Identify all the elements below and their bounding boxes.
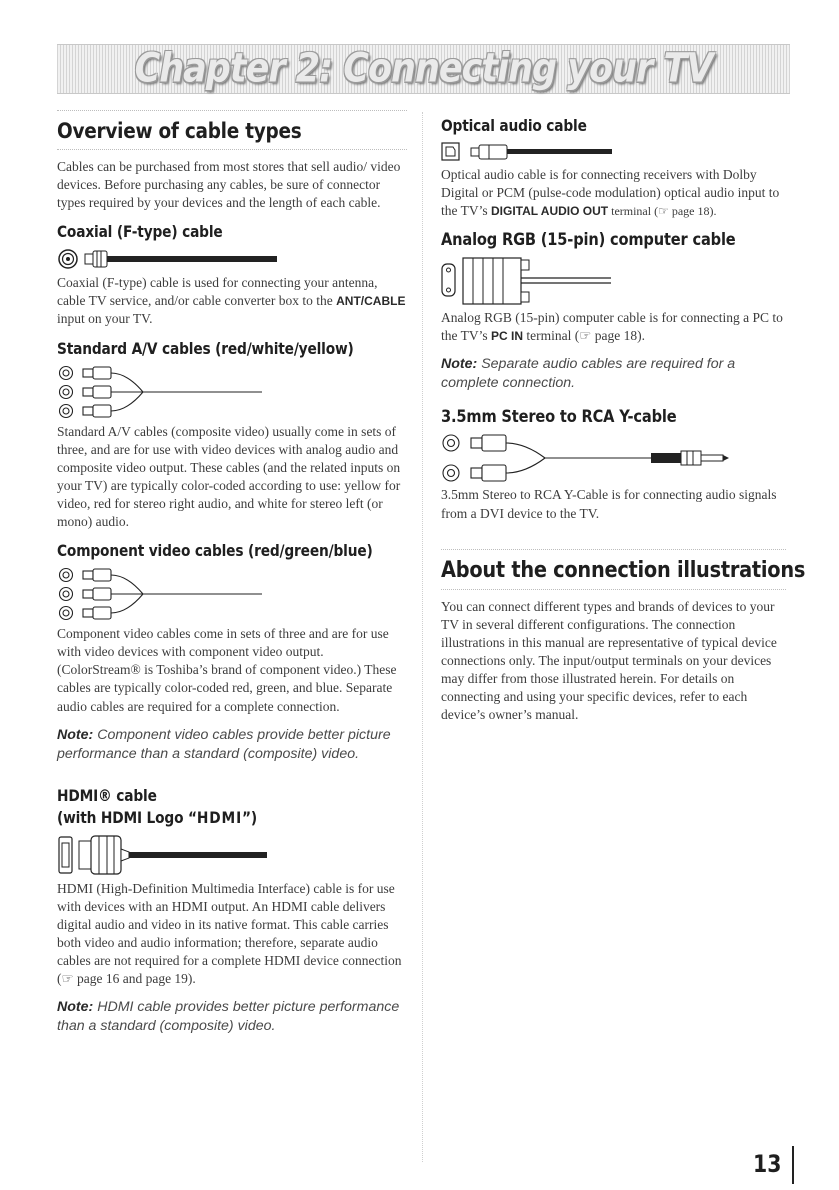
rgb-text-before: Analog RGB (15-pin) computer cable is for connecting a PC to the TV’s <box>441 310 783 344</box>
right-column <box>441 110 806 734</box>
component-note <box>57 726 407 764</box>
standard-av-description: Standard A/V cables (composite video) usually come in sets of three, and are for use with video devices with analog audio and composite video output. These cables (and the related inputs on your TV) are typically color-coded according to use: yellow for video, red for stereo right audio, and white for stereo left (or mono) audio. <box>57 423 401 530</box>
chapter-title: Chapter 2: Connecting your TV <box>134 46 713 92</box>
overview-heading: Overview of cable types <box>57 119 302 143</box>
note-label: Note: <box>441 356 478 373</box>
section-rule <box>441 589 786 590</box>
stereo-heading: 3.5mm Stereo to RCA Y-cable <box>441 407 677 428</box>
section-rule <box>441 549 786 550</box>
note-label: Note: <box>57 726 94 743</box>
hdmi-cable-icon <box>57 833 287 877</box>
optical-text-before: Optical audio cable is for connecting receivers with Dolby Digital or PCM (pulse-code modulation) optical audio input to the TV’s <box>441 167 780 219</box>
overview-intro: Cables can be purchased from most stores that sell audio/ video devices. Before purchasing any cables, be sure of connector types required by your devices and the length of each cable. <box>57 159 401 211</box>
hdmi-heading-prefix: (with HDMI Logo “ <box>57 807 197 827</box>
hdmi-logo: HDMI <box>196 807 243 827</box>
left-column <box>57 110 407 1058</box>
note-label: Note: <box>57 999 94 1016</box>
component-cable-icon <box>57 566 287 622</box>
coaxial-cable-icon <box>57 247 287 271</box>
rgb-text-after: terminal (☞ page 18). <box>523 328 645 344</box>
rgb-cable-icon <box>441 256 641 306</box>
hdmi-description: HDMI (High-Definition Multimedia Interface) cable is for use with devices with an HDMI output. An HDMI cable delivers digital audio and video in its native format. This cable carries both video and audio information; therefore, separate audio cables are not required for a complete HDMI device connection (☞ page 16 and page 19). <box>57 880 402 987</box>
stereo-description: 3.5mm Stereo to RCA Y-Cable is for connecting audio signals from a DVI device to the TV. <box>441 487 777 521</box>
coaxial-heading: Coaxial (F-type) cable <box>57 222 223 242</box>
hdmi-heading: HDMI® cable <box>57 785 157 805</box>
page-number: 13 <box>753 1150 782 1178</box>
rgb-description <box>441 309 786 345</box>
section-rule <box>57 110 407 111</box>
optical-text-after: terminal (☞ page 18). <box>608 204 717 219</box>
component-heading: Component video cables (red/green/blue) <box>57 541 373 561</box>
standard-av-heading: Standard A/V cables (red/white/yellow) <box>57 338 354 358</box>
hdmi-logo-heading <box>57 808 358 827</box>
page-number-bar <box>792 1146 794 1184</box>
section-rule <box>57 149 407 150</box>
ant-cable-keyword: ANT/CABLE <box>336 294 406 309</box>
optical-cable-icon <box>441 141 641 163</box>
standard-av-cable-icon <box>57 364 287 420</box>
digital-audio-out-keyword: DIGITAL AUDIO OUT <box>491 204 609 219</box>
coaxial-text-after: input on your TV. <box>57 311 153 327</box>
optical-heading: Optical audio cable <box>441 116 587 135</box>
rgb-note <box>441 355 786 393</box>
chapter-banner <box>57 44 790 94</box>
about-heading: About the connection illustrations <box>441 557 806 583</box>
coaxial-text-before: Coaxial (F-type) cable is used for connecting your antenna, cable TV service, and/or cable converter box to the <box>57 275 378 309</box>
hdmi-heading-suffix: ”) <box>242 807 258 827</box>
hdmi-note-text: HDMI cable provides better picture performance than a standard (composite) video. <box>57 999 400 1035</box>
stereo-y-cable-icon <box>441 433 761 483</box>
component-description: Component video cables come in sets of three and are for use with video devices with component video output. (ColorStream® is Toshiba’s brand of component video.) These cables are typically color-coded red, green, and blue. Separate audio cables are required for a complete connection. <box>57 626 397 714</box>
rgb-note-text: Separate audio cables are required for a complete connection. <box>441 356 736 392</box>
hdmi-note <box>57 998 407 1036</box>
column-divider <box>422 112 423 1162</box>
rgb-heading: Analog RGB (15-pin) computer cable <box>441 230 736 251</box>
optical-description <box>441 166 786 220</box>
about-description: You can connect different types and brands of devices to your TV in several different configurations. The connection illustrations in this manual are representative of typical device connections only. The input/output terminals on your devices may differ from those illustrated herein. For details on connecting and using your specific devices, refer to each device’s owner’s manual. <box>441 598 777 723</box>
component-note-text: Component video cables provide better picture performance than a standard (composite) video. <box>57 726 391 762</box>
pc-in-keyword: PC IN <box>491 329 524 344</box>
coaxial-description <box>57 274 407 328</box>
